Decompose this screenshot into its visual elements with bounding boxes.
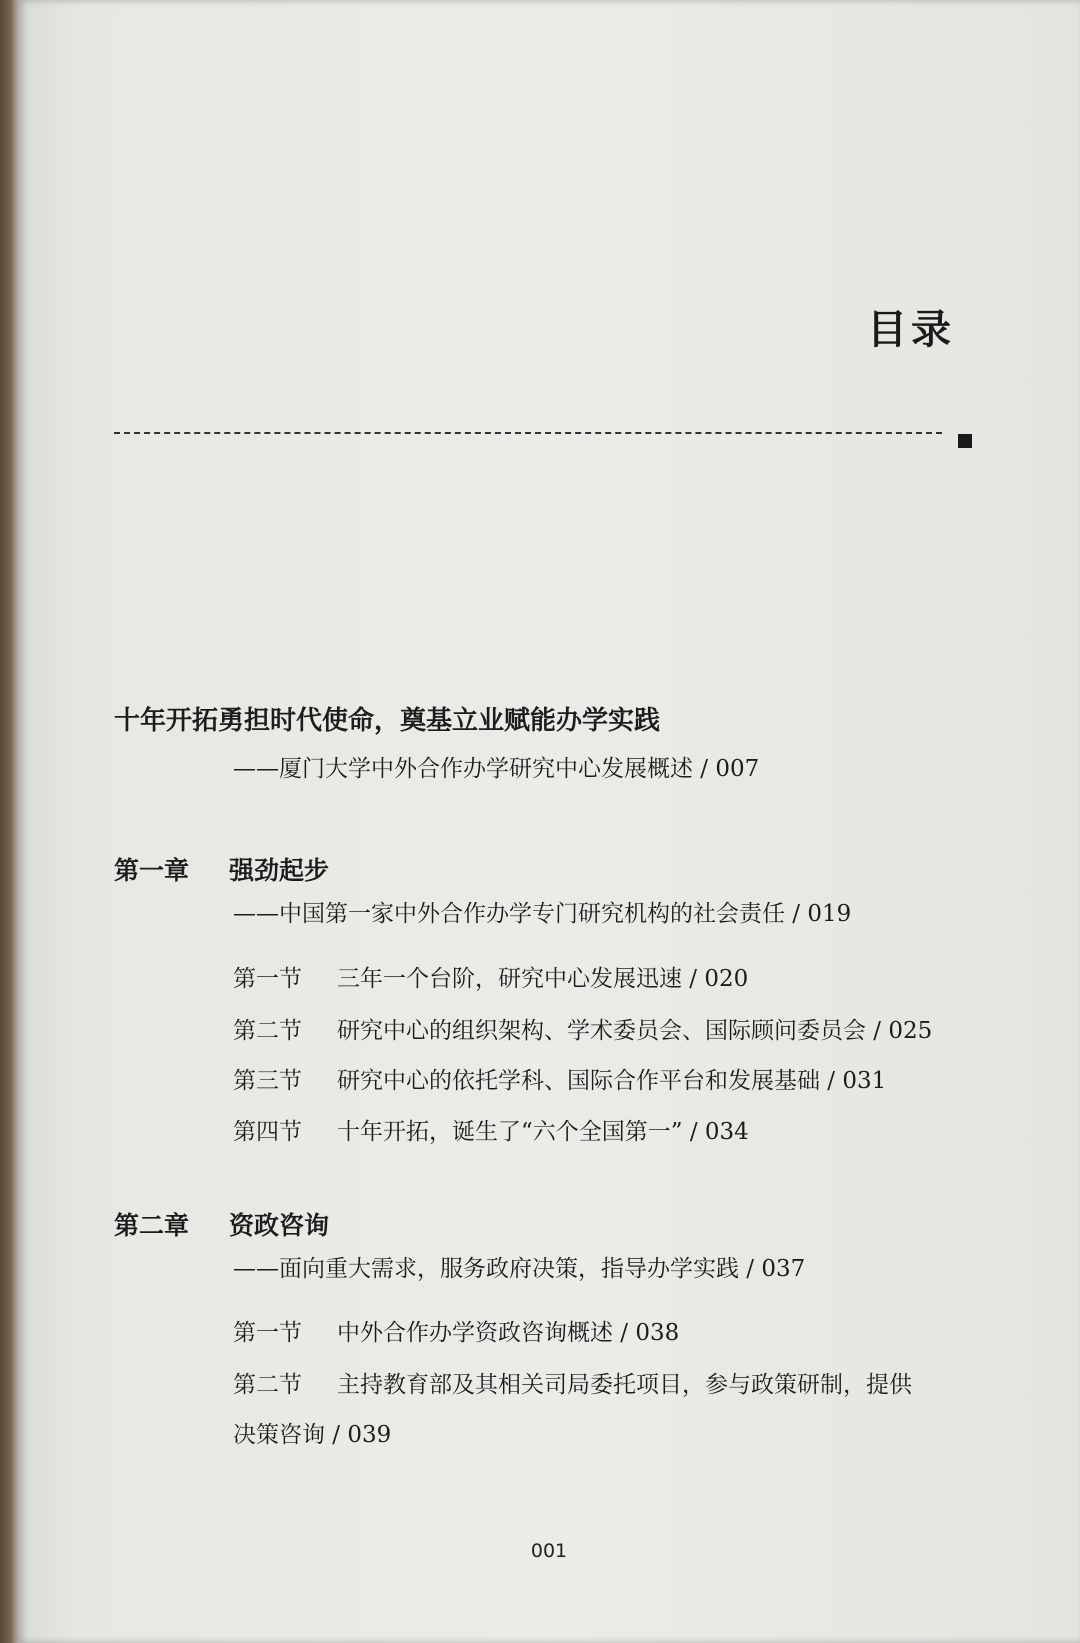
chapter-1-subtitle: ——中国第一家中外合作办学专门研究机构的社会责任 / 019 <box>233 901 852 927</box>
section-number: 第二节 <box>233 1018 302 1044</box>
toc-entry <box>233 1374 912 1397</box>
divider-square-marker <box>958 434 972 448</box>
chapter-1-name: 强劲起步 <box>229 856 330 885</box>
page-title: 目录 <box>867 307 955 353</box>
book-page <box>18 0 1080 1643</box>
section-number: 第一节 <box>233 966 302 992</box>
toc-entry <box>233 1070 886 1093</box>
section-title: 研究中心的组织架构、学术委员会、国际顾问委员会 / 025 <box>337 1018 933 1044</box>
chapter-2-subtitle: ——面向重大需求，服务政府决策，指导办学实践 / 037 <box>233 1256 806 1282</box>
chapter-2-name: 资政咨询 <box>229 1211 330 1240</box>
section-title: 三年一个台阶，研究中心发展迅速 / 020 <box>337 966 749 992</box>
title-divider <box>114 432 942 434</box>
section-number: 第三节 <box>233 1068 302 1094</box>
section-number: 第四节 <box>233 1119 302 1145</box>
toc-entry <box>233 1020 932 1043</box>
toc-entry <box>233 1121 749 1144</box>
section-title: 研究中心的依托学科、国际合作平台和发展基础 / 031 <box>337 1068 887 1094</box>
page-number: 001 <box>530 1540 568 1562</box>
intro-subtitle: ——厦门大学中外合作办学研究中心发展概述 / 007 <box>233 756 760 782</box>
toc-entry <box>233 1322 679 1345</box>
section-title: 中外合作办学资政咨询概述 / 038 <box>337 1320 680 1346</box>
toc-entry <box>233 968 748 991</box>
section-number: 第二节 <box>233 1372 302 1398</box>
chapter-2-label: 第二章 <box>114 1211 190 1240</box>
section-title-continuation: 决策咨询 / 039 <box>233 1422 392 1448</box>
section-title: 十年开拓，诞生了“六个全国第一” / 034 <box>337 1119 749 1145</box>
chapter-1-label: 第一章 <box>114 856 190 885</box>
section-number: 第一节 <box>233 1320 302 1346</box>
section-title: 主持教育部及其相关司局委托项目，参与政策研制，提供 <box>337 1372 912 1398</box>
book-spine <box>0 0 18 1643</box>
intro-title: 十年开拓勇担时代使命，奠基立业赋能办学实践 <box>114 706 661 736</box>
